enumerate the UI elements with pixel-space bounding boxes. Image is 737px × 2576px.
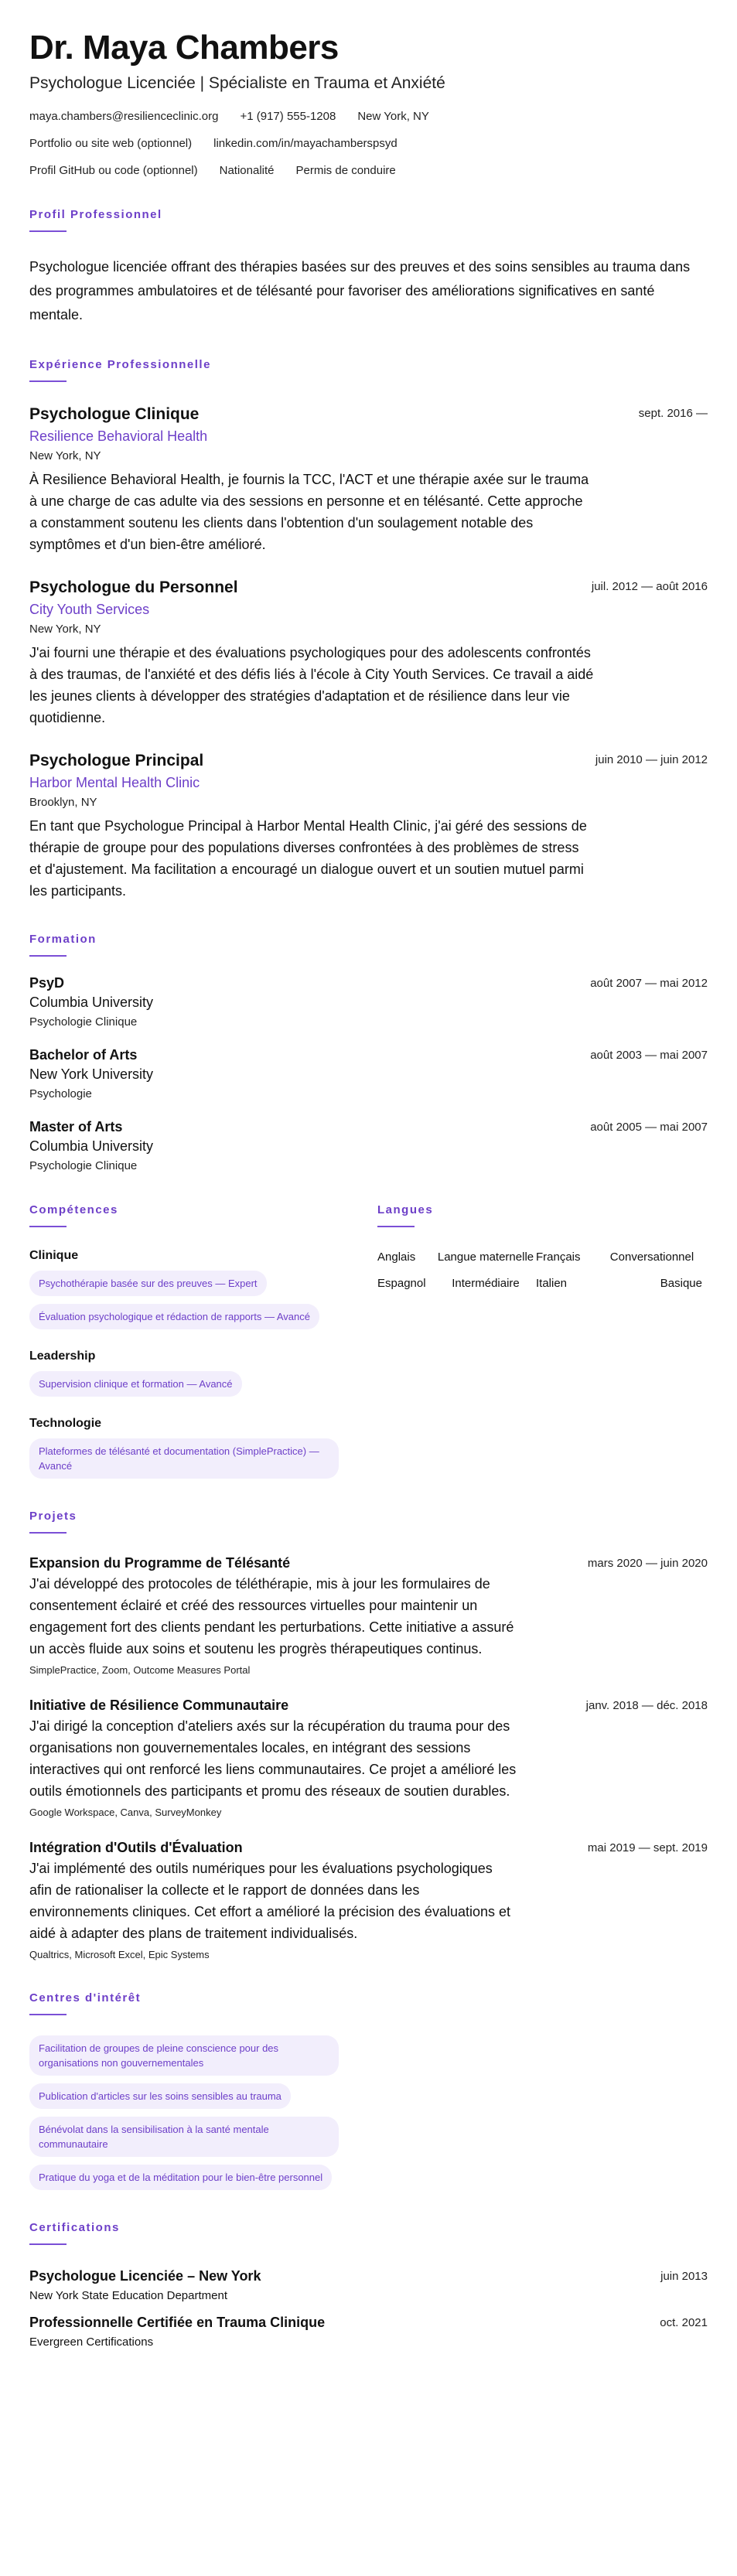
section-title: Compétences xyxy=(29,1203,118,1216)
school-name: New York University xyxy=(29,1066,154,1082)
study-field: Psychologie Clinique xyxy=(29,1159,138,1172)
skill-tag: Supervision clinique et formation — Avancé xyxy=(29,1371,242,1397)
education-item xyxy=(29,1047,708,1100)
profile-text: Psychologue licenciée offrant des thérapies basées sur des preuves et des soins sensibles au trauma dans des programmes ambulatoires et de télésanté pour favoriser des améliorations significatives en santé mentale. xyxy=(29,259,691,322)
project-tools: SimplePractice, Zoom, Outcome Measures Portal xyxy=(29,1664,251,1676)
skill-tag: Psychothérapie basée sur des preuves — Expert xyxy=(29,1271,267,1296)
job-description: À Resilience Behavioral Health, je fournis la TCC, l'ACT et une thérapie axée sur le trauma à une charge de cas adulte via des sessions en personne et en télésanté. Cette approche a constamment soutenu les clients dans l'obtention d'un soulagement notable des symptômes et d'un bien-être amélioré. xyxy=(29,472,589,552)
job-company: Resilience Behavioral Health xyxy=(29,428,208,444)
skills-languages-row xyxy=(29,1203,708,1479)
section-title: Projets xyxy=(29,1510,77,1523)
certification-date: juin 2013 xyxy=(660,2270,708,2283)
job-location: New York, NY xyxy=(29,449,101,462)
job-description: En tant que Psychologue Principal à Harbor Mental Health Clinic, j'ai géré des sessions de thérapie de groupe pour des populations diverses confrontées à des problèmes de stress et d'ajustement. Ma facilitation a encouragé un dialogue ouvert et un soutien mutuel parmi les participants. xyxy=(29,818,587,899)
language-name: Espagnol xyxy=(377,1277,426,1290)
language-item xyxy=(377,1275,536,1292)
project-description: J'ai implémenté des outils numériques pour les évaluations psychologiques afin de rationaliser la collecte et le rapport de données dans les environnements cliniques. Cet effort a amélioré la précision des évaluations et aidé à adapter des plans de traitement individualisés. xyxy=(29,1861,511,1941)
education-section xyxy=(29,933,708,1172)
contact-list xyxy=(29,110,586,177)
degree-title: PsyD xyxy=(29,975,65,991)
study-field: Psychologie xyxy=(29,1087,92,1100)
project-tools: Google Workspace, Canva, SurveyMonkey xyxy=(29,1807,222,1818)
contact-nationality: Nationalité xyxy=(219,164,275,177)
project-date: mars 2020 — juin 2020 xyxy=(587,1557,708,1570)
interest-tag: Bénévolat dans la sensibilisation à la santé mentale communautaire xyxy=(29,2117,339,2157)
section-divider xyxy=(29,2014,67,2015)
project-title: Initiative de Résilience Communautaire xyxy=(29,1697,289,1713)
section-title: Certifications xyxy=(29,2221,120,2234)
skills-section xyxy=(29,1203,346,1479)
language-name: Italien xyxy=(536,1277,568,1290)
certification-title: Psychologue Licenciée – New York xyxy=(29,2268,261,2284)
language-item xyxy=(536,1275,702,1292)
school-name: Columbia University xyxy=(29,995,154,1010)
job-location: Brooklyn, NY xyxy=(29,796,97,809)
education-date: août 2003 — mai 2007 xyxy=(590,1049,708,1062)
certification-issuer: Evergreen Certifications xyxy=(29,2335,154,2349)
job-title: Psychologue Principal xyxy=(29,752,204,769)
education-date: août 2007 — mai 2012 xyxy=(590,977,708,990)
study-field: Psychologie Clinique xyxy=(29,1015,138,1029)
interest-tag: Facilitation de groupes de pleine conscience pour des organisations non gouvernementales xyxy=(29,2035,339,2076)
skill-category: Clinique xyxy=(29,1249,79,1262)
certification-title: Professionnelle Certifiée en Trauma Clinique xyxy=(29,2315,326,2330)
experience-section xyxy=(29,358,708,902)
experience-item xyxy=(29,752,708,902)
job-location: New York, NY xyxy=(29,623,101,636)
section-title: Langues xyxy=(377,1203,434,1216)
job-company: Harbor Mental Health Clinic xyxy=(29,775,200,790)
section-divider xyxy=(377,1226,415,1227)
job-title: Psychologue Clinique xyxy=(29,405,200,423)
project-date: mai 2019 — sept. 2019 xyxy=(587,1841,708,1854)
contact-linkedin: linkedin.com/in/mayachamberspsyd xyxy=(213,137,398,150)
interests-section xyxy=(29,1991,708,2190)
school-name: Columbia University xyxy=(29,1138,154,1154)
project-title: Expansion du Programme de Télésanté xyxy=(29,1555,291,1571)
section-divider xyxy=(29,1532,67,1534)
skill-tag: Évaluation psychologique et rédaction de rapports — Avancé xyxy=(29,1304,319,1329)
contact-location: New York, NY xyxy=(357,110,429,123)
language-item xyxy=(377,1249,536,1266)
profile-section xyxy=(29,208,708,327)
project-tools: Qualtrics, Microsoft Excel, Epic Systems xyxy=(29,1949,210,1960)
language-list xyxy=(377,1249,702,1292)
language-level: Langue maternelle xyxy=(437,1250,534,1264)
resume-header xyxy=(29,28,708,177)
job-title: Psychologue du Personnel xyxy=(29,578,238,596)
job-description: J'ai fourni une thérapie et des évaluations psychologiques pour des adolescents confrontés à des traumas, de l'anxiété et des défis liés à l'école à City Youth Services. Ce travail a aidé les jeunes clients à développer des stratégies d'adaptation et de résilience dans leur vie quotidienne. xyxy=(29,645,594,725)
section-title: Expérience Professionnelle xyxy=(29,358,211,371)
section-divider xyxy=(29,955,67,957)
contact-email: maya.chambers@resilienceclinic.org xyxy=(29,110,219,123)
interest-tag: Publication d'articles sur les soins sensibles au trauma xyxy=(29,2083,291,2109)
certification-issuer: New York State Education Department xyxy=(29,2289,227,2302)
job-date: sept. 2016 — xyxy=(638,407,708,420)
job-date: juin 2010 — juin 2012 xyxy=(595,753,708,766)
section-divider xyxy=(29,2243,67,2245)
section-title: Formation xyxy=(29,933,97,946)
language-level: Basique xyxy=(660,1277,702,1290)
candidate-subtitle: Psychologue Licenciée | Spécialiste en Trauma et Anxiété xyxy=(29,74,445,92)
language-level: Intermédiaire xyxy=(452,1277,520,1290)
language-name: Français xyxy=(536,1250,581,1264)
job-company: City Youth Services xyxy=(29,602,150,617)
project-item xyxy=(29,1840,708,1960)
skill-tag: Plateformes de télésanté et documentation (SimplePractice) — Avancé xyxy=(29,1438,339,1479)
section-title: Profil Professionnel xyxy=(29,208,162,221)
contact-portfolio: Portfolio ou site web (optionnel) xyxy=(29,137,193,150)
section-divider xyxy=(29,230,67,232)
language-level: Conversationnel xyxy=(609,1250,694,1264)
certification-date: oct. 2021 xyxy=(660,2316,708,2329)
education-item xyxy=(29,975,708,1029)
contact-phone: +1 (917) 555-1208 xyxy=(240,110,336,123)
projects-section xyxy=(29,1510,708,1960)
degree-title: Master of Arts xyxy=(29,1119,123,1134)
job-date: juil. 2012 — août 2016 xyxy=(591,580,708,593)
project-title: Intégration d'Outils d'Évaluation xyxy=(29,1840,243,1855)
project-description: J'ai dirigé la conception d'ateliers axés sur la récupération du trauma pour des organisations non gouvernementales locales, en intégrant des sessions interactives qui ont renforcé les liens communautaires. Ce projet a amélioré les outils émotionnels des participants et promu des réseaux de soutien durables. xyxy=(29,1718,517,1799)
certifications-section xyxy=(29,2221,708,2349)
experience-item xyxy=(29,578,708,728)
project-item xyxy=(29,1555,708,1676)
language-item xyxy=(536,1249,702,1266)
degree-title: Bachelor of Arts xyxy=(29,1047,138,1063)
section-title: Centres d'intérêt xyxy=(29,1991,142,2005)
skill-category: Technologie xyxy=(29,1417,102,1430)
language-name: Anglais xyxy=(377,1250,416,1264)
education-date: août 2005 — mai 2007 xyxy=(590,1121,708,1134)
contact-driving-license: Permis de conduire xyxy=(295,164,396,177)
skill-category: Leadership xyxy=(29,1349,96,1363)
candidate-name: Dr. Maya Chambers xyxy=(29,29,339,67)
section-divider xyxy=(29,380,67,382)
languages-section xyxy=(377,1203,702,1479)
interest-list xyxy=(29,2035,708,2190)
certification-item xyxy=(29,2268,708,2302)
interest-tag: Pratique du yoga et de la méditation pour le bien-être personnel xyxy=(29,2165,332,2190)
certification-item xyxy=(29,2315,708,2349)
section-divider xyxy=(29,1226,67,1227)
project-date: janv. 2018 — déc. 2018 xyxy=(585,1699,708,1712)
contact-github: Profil GitHub ou code (optionnel) xyxy=(29,164,198,177)
project-item xyxy=(29,1697,708,1818)
project-description: J'ai développé des protocoles de téléthérapie, mis à jour les formulaires de consentement éclairé et créé des ressources virtuelles pour maintenir un engagement fort des clients pendant les perturbations. Cette initiative a assuré un accès fluide aux soins et soutenu les progrès thérapeutiques continus. xyxy=(29,1576,514,1656)
education-item xyxy=(29,1119,708,1172)
experience-item xyxy=(29,405,708,555)
